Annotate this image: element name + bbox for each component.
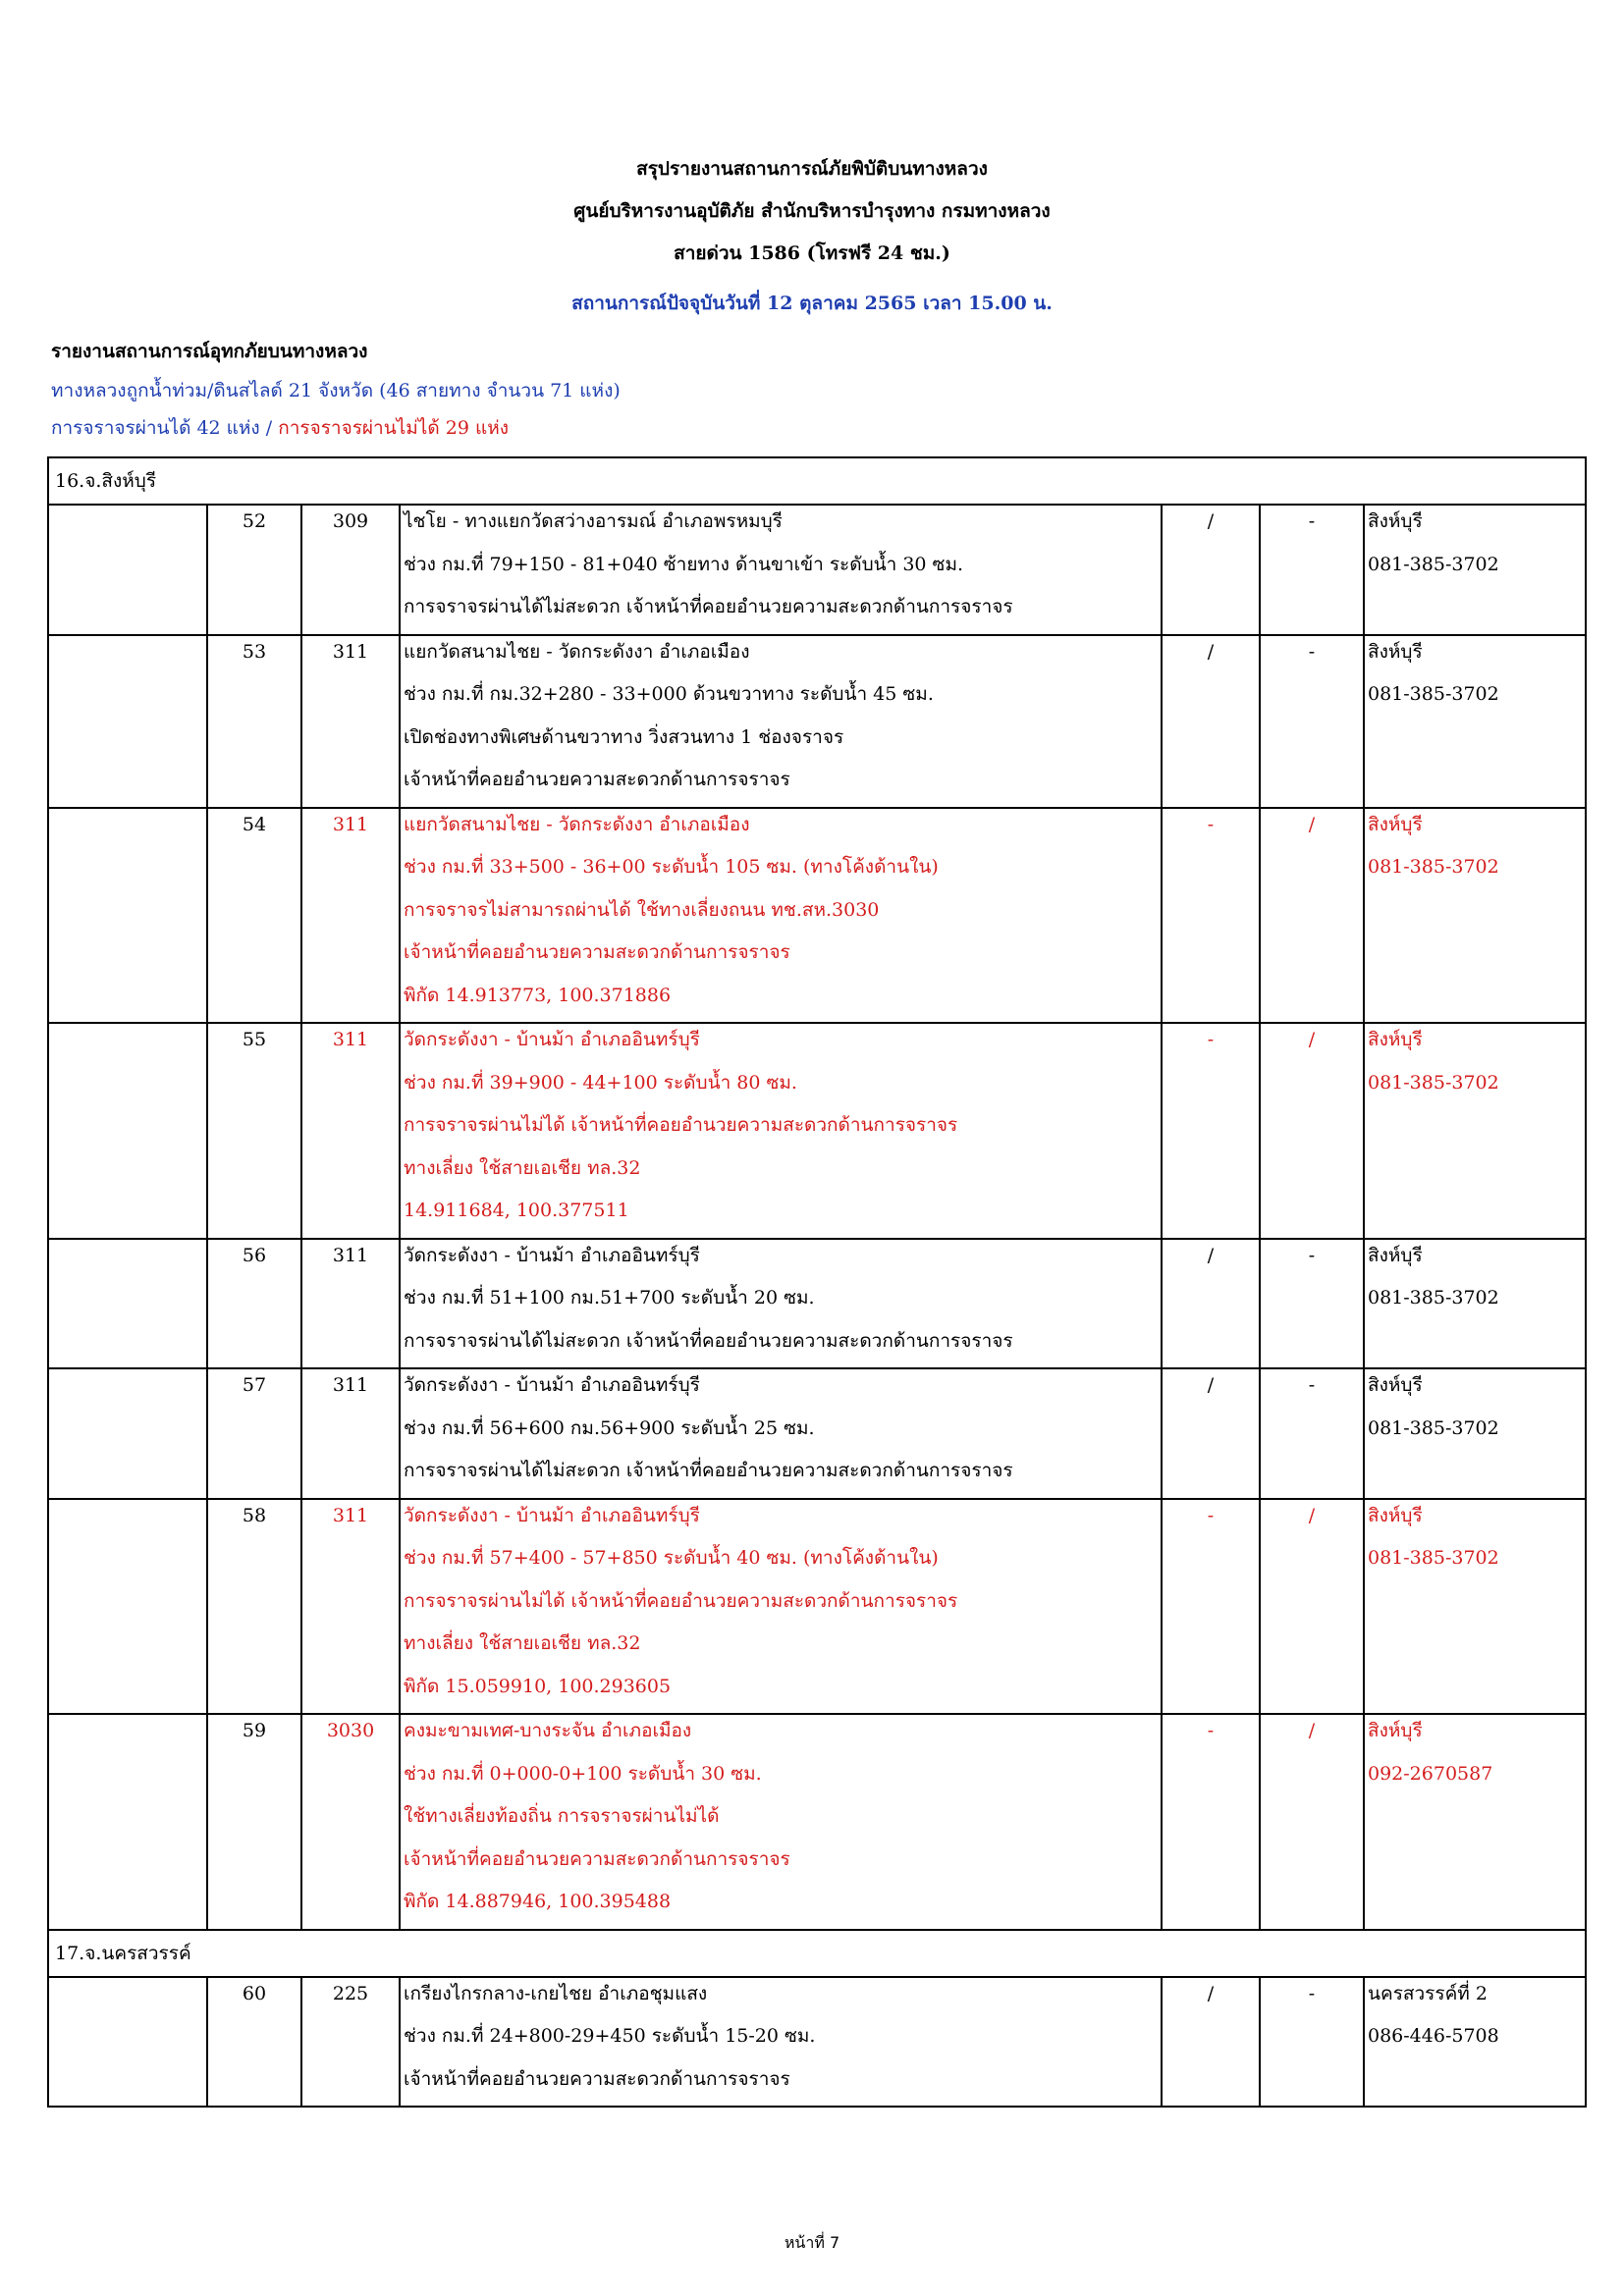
description-cell <box>400 635 1162 808</box>
report-title: สรุปรายงานสถานการณ์ภัยพิบัติบนทางหลวง <box>636 158 988 180</box>
route-number: 311 <box>332 1244 369 1266</box>
description-line: ช่วง กม.ที่ 39+900 - 44+100 ระดับน้ำ 80 ซม. <box>404 1071 797 1094</box>
description-line: ช่วง กม.ที่ กม.32+280 - 33+000 ด้วนขวาทาง ระดับน้ำ 45 ซม. <box>404 683 934 705</box>
table-row <box>48 1977 1586 2108</box>
office-cell <box>1364 1714 1586 1930</box>
office-cell <box>1364 635 1586 808</box>
office-name: สิงห์บุรี <box>1368 813 1423 835</box>
flood-report-heading: รายงานสถานการณ์อุทกภัยบนทางหลวง <box>51 341 368 362</box>
passable-mark: - <box>1207 1504 1215 1526</box>
blank-cell <box>48 1977 207 2108</box>
description-cell <box>400 808 1162 1024</box>
item-number-cell <box>207 1239 301 1369</box>
impassable-mark: - <box>1308 1374 1316 1396</box>
office-cell <box>1364 1368 1586 1499</box>
route-cell <box>301 1977 400 2108</box>
description-line: 14.911684, 100.377511 <box>404 1200 629 1221</box>
description-line: วัดกระดังงา - บ้านม้า อำเภออินทร์บุรี <box>404 1374 700 1396</box>
description-line: การจราจรผ่านได้ไม่สะดวก เจ้าหน้าที่คอยอำนวยความสะดวกด้านการจราจร <box>404 596 1013 617</box>
description-line: ทางเลี่ยง ใช้สายเอเชีย ทล.32 <box>404 1632 641 1654</box>
blank-cell <box>48 1499 207 1715</box>
route-cell <box>301 505 400 635</box>
office-cell <box>1364 505 1586 635</box>
route-number: 225 <box>332 1982 369 2004</box>
item-number: 59 <box>242 1720 267 1741</box>
passable-cell <box>1162 1239 1260 1369</box>
description-line: ช่วง กม.ที่ 57+400 - 57+850 ระดับน้ำ 40 ซม. (ทางโค้งด้านใน) <box>404 1547 939 1569</box>
description-line: การจราจรผ่านไม่ได้ เจ้าหน้าที่คอยอำนวยความสะดวกด้านการจราจร <box>404 1114 958 1136</box>
description-line: เกรียงไกรกลาง-เกยไชย อำเภอชุมแสง <box>404 1982 708 2004</box>
blank-cell <box>48 635 207 808</box>
item-number-cell <box>207 505 301 635</box>
description-line: เจ้าหน้าที่คอยอำนวยความสะดวกด้านการจราจร <box>404 2067 790 2090</box>
passable-mark: / <box>1207 1374 1215 1396</box>
office-name: สิงห์บุรี <box>1368 1244 1423 1266</box>
impassable-mark: - <box>1308 640 1316 663</box>
description-line: ช่วง กม.ที่ 79+150 - 81+040 ซ้ายทาง ด้านขาเข้า ระดับน้ำ 30 ซม. <box>404 553 964 575</box>
description-cell <box>400 505 1162 635</box>
item-number: 54 <box>242 813 267 835</box>
summary-separator: / <box>259 417 279 439</box>
page-number: หน้าที่ 7 <box>784 2233 840 2252</box>
passable-cell <box>1162 1714 1260 1930</box>
description-line: พิกัด 14.913773, 100.371886 <box>404 984 672 1006</box>
blank-cell <box>48 1023 207 1239</box>
description-line: วัดกระดังงา - บ้านม้า อำเภออินทร์บุรี <box>404 1504 700 1526</box>
item-number-cell <box>207 808 301 1024</box>
office-phone: 092-2670587 <box>1368 1762 1493 1785</box>
description-line: วัดกระดังงา - บ้านม้า อำเภออินทร์บุรี <box>404 1244 700 1266</box>
description-line: พิกัด 14.887946, 100.395488 <box>404 1891 672 1912</box>
item-number-cell <box>207 1977 301 2108</box>
item-number: 52 <box>242 510 267 532</box>
blank-cell <box>48 808 207 1024</box>
flood-report-table <box>47 456 1587 2108</box>
office-phone: 081-385-3702 <box>1368 683 1499 705</box>
description-line: การจราจรผ่านได้ไม่สะดวก เจ้าหน้าที่คอยอำนวยความสะดวกด้านการจราจร <box>404 1460 1013 1481</box>
office-phone: 081-385-3702 <box>1368 1547 1499 1569</box>
passable-mark: / <box>1207 1244 1215 1266</box>
passable-mark: - <box>1207 1029 1215 1050</box>
office-name: สิงห์บุรี <box>1368 510 1423 532</box>
impassable-mark: / <box>1308 1029 1316 1050</box>
blank-cell <box>48 1368 207 1499</box>
description-line: ใช้ทางเลี่ยงท้องถิ่น การจราจรผ่านไม่ได้ <box>404 1805 720 1827</box>
table-row <box>48 1023 1586 1239</box>
description-cell <box>400 1977 1162 2108</box>
table-row <box>48 808 1586 1024</box>
impassable-cell <box>1260 505 1364 635</box>
item-number: 60 <box>242 1982 267 2004</box>
passable-cell <box>1162 808 1260 1024</box>
passable-mark: / <box>1207 1982 1215 2004</box>
office-cell <box>1364 1023 1586 1239</box>
office-cell <box>1364 808 1586 1024</box>
traffic-summary <box>51 416 509 440</box>
description-line: แยกวัดสนามไชย - วัดกระดังงา อำเภอเมือง <box>404 813 750 835</box>
description-line: ทางเลี่ยง ใช้สายเอเชีย ทล.32 <box>404 1156 641 1179</box>
impassable-mark: - <box>1308 1982 1316 2004</box>
table-row <box>48 1714 1586 1930</box>
passable-cell <box>1162 635 1260 808</box>
blank-cell <box>48 505 207 635</box>
description-cell <box>400 1368 1162 1499</box>
impassable-cell <box>1260 635 1364 808</box>
blank-cell <box>48 1239 207 1369</box>
description-line: ช่วง กม.ที่ 33+500 - 36+00 ระดับน้ำ 105 ซม. (ทางโค้งด้านใน) <box>404 856 939 878</box>
passable-mark: - <box>1207 1720 1215 1741</box>
description-cell <box>400 1499 1162 1715</box>
route-number: 309 <box>332 510 369 532</box>
office-name: นครสวรรค์ที่ 2 <box>1368 1982 1488 2004</box>
passable-mark: / <box>1207 510 1215 532</box>
route-cell <box>301 1023 400 1239</box>
impassable-cell <box>1260 1977 1364 2108</box>
route-cell <box>301 635 400 808</box>
description-line: ไชโย - ทางแยกวัดสว่างอารมณ์ อำเภอพรหมบุรี <box>404 510 783 532</box>
description-cell <box>400 1023 1162 1239</box>
office-phone: 081-385-3702 <box>1368 553 1499 575</box>
impassable-mark: - <box>1308 1244 1316 1266</box>
office-phone: 081-385-3702 <box>1368 1416 1499 1439</box>
description-cell <box>400 1239 1162 1369</box>
route-cell <box>301 1499 400 1715</box>
office-name: สิงห์บุรี <box>1368 640 1423 663</box>
office-cell <box>1364 1977 1586 2108</box>
item-number-cell <box>207 635 301 808</box>
impassable-cell <box>1260 1368 1364 1499</box>
item-number: 56 <box>242 1244 267 1266</box>
description-cell <box>400 1714 1162 1930</box>
description-line: ช่วง กม.ที่ 0+000-0+100 ระดับน้ำ 30 ซม. <box>404 1762 762 1785</box>
impassable-mark: / <box>1308 1504 1316 1526</box>
passable-cell <box>1162 1023 1260 1239</box>
passable-cell <box>1162 1977 1260 2108</box>
route-number: 311 <box>332 1374 369 1396</box>
office-phone: 081-385-3702 <box>1368 1071 1499 1094</box>
route-cell <box>301 1368 400 1499</box>
report-situation-date: สถานการณ์ปัจจุบันวันที่ 12 ตุลาคม 2565 เวลา 15.00 น. <box>571 293 1053 314</box>
route-number: 3030 <box>326 1720 375 1741</box>
passable-count: การจราจรผ่านได้ 42 แห่ง <box>51 417 260 439</box>
impassable-count: การจราจรผ่านไม่ได้ 29 แห่ง <box>278 417 509 439</box>
description-line: การจราจรผ่านไม่ได้ เจ้าหน้าที่คอยอำนวยความสะดวกด้านการจราจร <box>404 1589 958 1612</box>
province-heading: 16.จ.สิงห์บุรี <box>48 457 1586 505</box>
route-number: 311 <box>332 640 369 663</box>
office-phone: 086-446-5708 <box>1368 2025 1499 2047</box>
impassable-mark: / <box>1308 813 1316 835</box>
passable-cell <box>1162 1368 1260 1499</box>
passable-mark: / <box>1207 640 1215 663</box>
impassable-cell <box>1260 1023 1364 1239</box>
impassable-mark: / <box>1308 1720 1316 1741</box>
report-subtitle-hotline: สายด่วน 1586 (โทรฟรี 24 ชม.) <box>674 242 950 264</box>
office-name: สิงห์บุรี <box>1368 1029 1423 1050</box>
impassable-cell <box>1260 808 1364 1024</box>
description-line: เปิดช่องทางพิเศษด้านขวาทาง วิ่งสวนทาง 1 ช่องจราจร <box>404 725 844 748</box>
office-name: สิงห์บุรี <box>1368 1720 1423 1741</box>
description-line: การจราจรไม่สามารถผ่านได้ ใช้ทางเลี่ยงถนน ทช.สห.3030 <box>404 898 880 921</box>
province-row <box>48 457 1586 505</box>
description-line: วัดกระดังงา - บ้านม้า อำเภออินทร์บุรี <box>404 1029 700 1050</box>
route-number: 311 <box>332 813 369 835</box>
description-line: การจราจรผ่านได้ไม่สะดวก เจ้าหน้าที่คอยอำนวยความสะดวกด้านการจราจร <box>404 1329 1013 1352</box>
description-line: เจ้าหน้าที่คอยอำนวยความสะดวกด้านการจราจร <box>404 769 790 790</box>
item-number-cell <box>207 1714 301 1930</box>
office-name: สิงห์บุรี <box>1368 1504 1423 1526</box>
description-line: พิกัด 15.059910, 100.293605 <box>404 1675 672 1697</box>
office-cell <box>1364 1499 1586 1715</box>
impassable-cell <box>1260 1499 1364 1715</box>
item-number: 57 <box>242 1374 267 1396</box>
item-number: 55 <box>242 1029 267 1050</box>
impassable-mark: - <box>1308 510 1316 532</box>
office-phone: 081-385-3702 <box>1368 1287 1499 1308</box>
item-number: 58 <box>242 1504 267 1526</box>
description-line: เจ้าหน้าที่คอยอำนวยความสะดวกด้านการจราจร <box>404 1847 790 1870</box>
impassable-cell <box>1260 1714 1364 1930</box>
office-phone: 081-385-3702 <box>1368 856 1499 878</box>
province-heading: 17.จ.นครสวรรค์ <box>48 1930 1586 1977</box>
route-cell <box>301 808 400 1024</box>
table-row <box>48 1368 1586 1499</box>
description-line: คงมะขามเทศ-บางระจัน อำเภอเมือง <box>404 1720 692 1741</box>
route-number: 311 <box>332 1504 369 1526</box>
item-number: 53 <box>242 640 267 663</box>
item-number-cell <box>207 1499 301 1715</box>
item-number-cell <box>207 1023 301 1239</box>
table-row <box>48 1499 1586 1715</box>
passable-cell <box>1162 1499 1260 1715</box>
passable-cell <box>1162 505 1260 635</box>
description-line: เจ้าหน้าที่คอยอำนวยความสะดวกด้านการจราจร <box>404 941 790 963</box>
impassable-cell <box>1260 1239 1364 1369</box>
table-row <box>48 505 1586 635</box>
route-number: 311 <box>332 1029 369 1050</box>
blank-cell <box>48 1714 207 1930</box>
table-row <box>48 1239 1586 1369</box>
description-line: ช่วง กม.ที่ 56+600 กม.56+900 ระดับน้ำ 25 ซม. <box>404 1416 815 1439</box>
office-name: สิงห์บุรี <box>1368 1374 1423 1396</box>
route-cell <box>301 1239 400 1369</box>
description-line: ช่วง กม.ที่ 51+100 กม.51+700 ระดับน้ำ 20 ซม. <box>404 1287 815 1308</box>
report-subtitle-agency: ศูนย์บริหารงานอุบัติภัย สำนักบริหารบำรุงทาง กรมทางหลวง <box>573 200 1051 222</box>
summary-line: ทางหลวงถูกน้ำท่วม/ดินสไลด์ 21 จังหวัด (46 สายทาง จำนวน 71 แห่ง) <box>51 380 621 401</box>
route-cell <box>301 1714 400 1930</box>
description-line: ช่วง กม.ที่ 24+800-29+450 ระดับน้ำ 15-20 ซม. <box>404 2025 816 2047</box>
description-line: แยกวัดสนามไชย - วัดกระดังงา อำเภอเมือง <box>404 640 750 663</box>
table-row <box>48 635 1586 808</box>
item-number-cell <box>207 1368 301 1499</box>
office-cell <box>1364 1239 1586 1369</box>
province-row <box>48 1930 1586 1977</box>
passable-mark: - <box>1207 813 1215 835</box>
